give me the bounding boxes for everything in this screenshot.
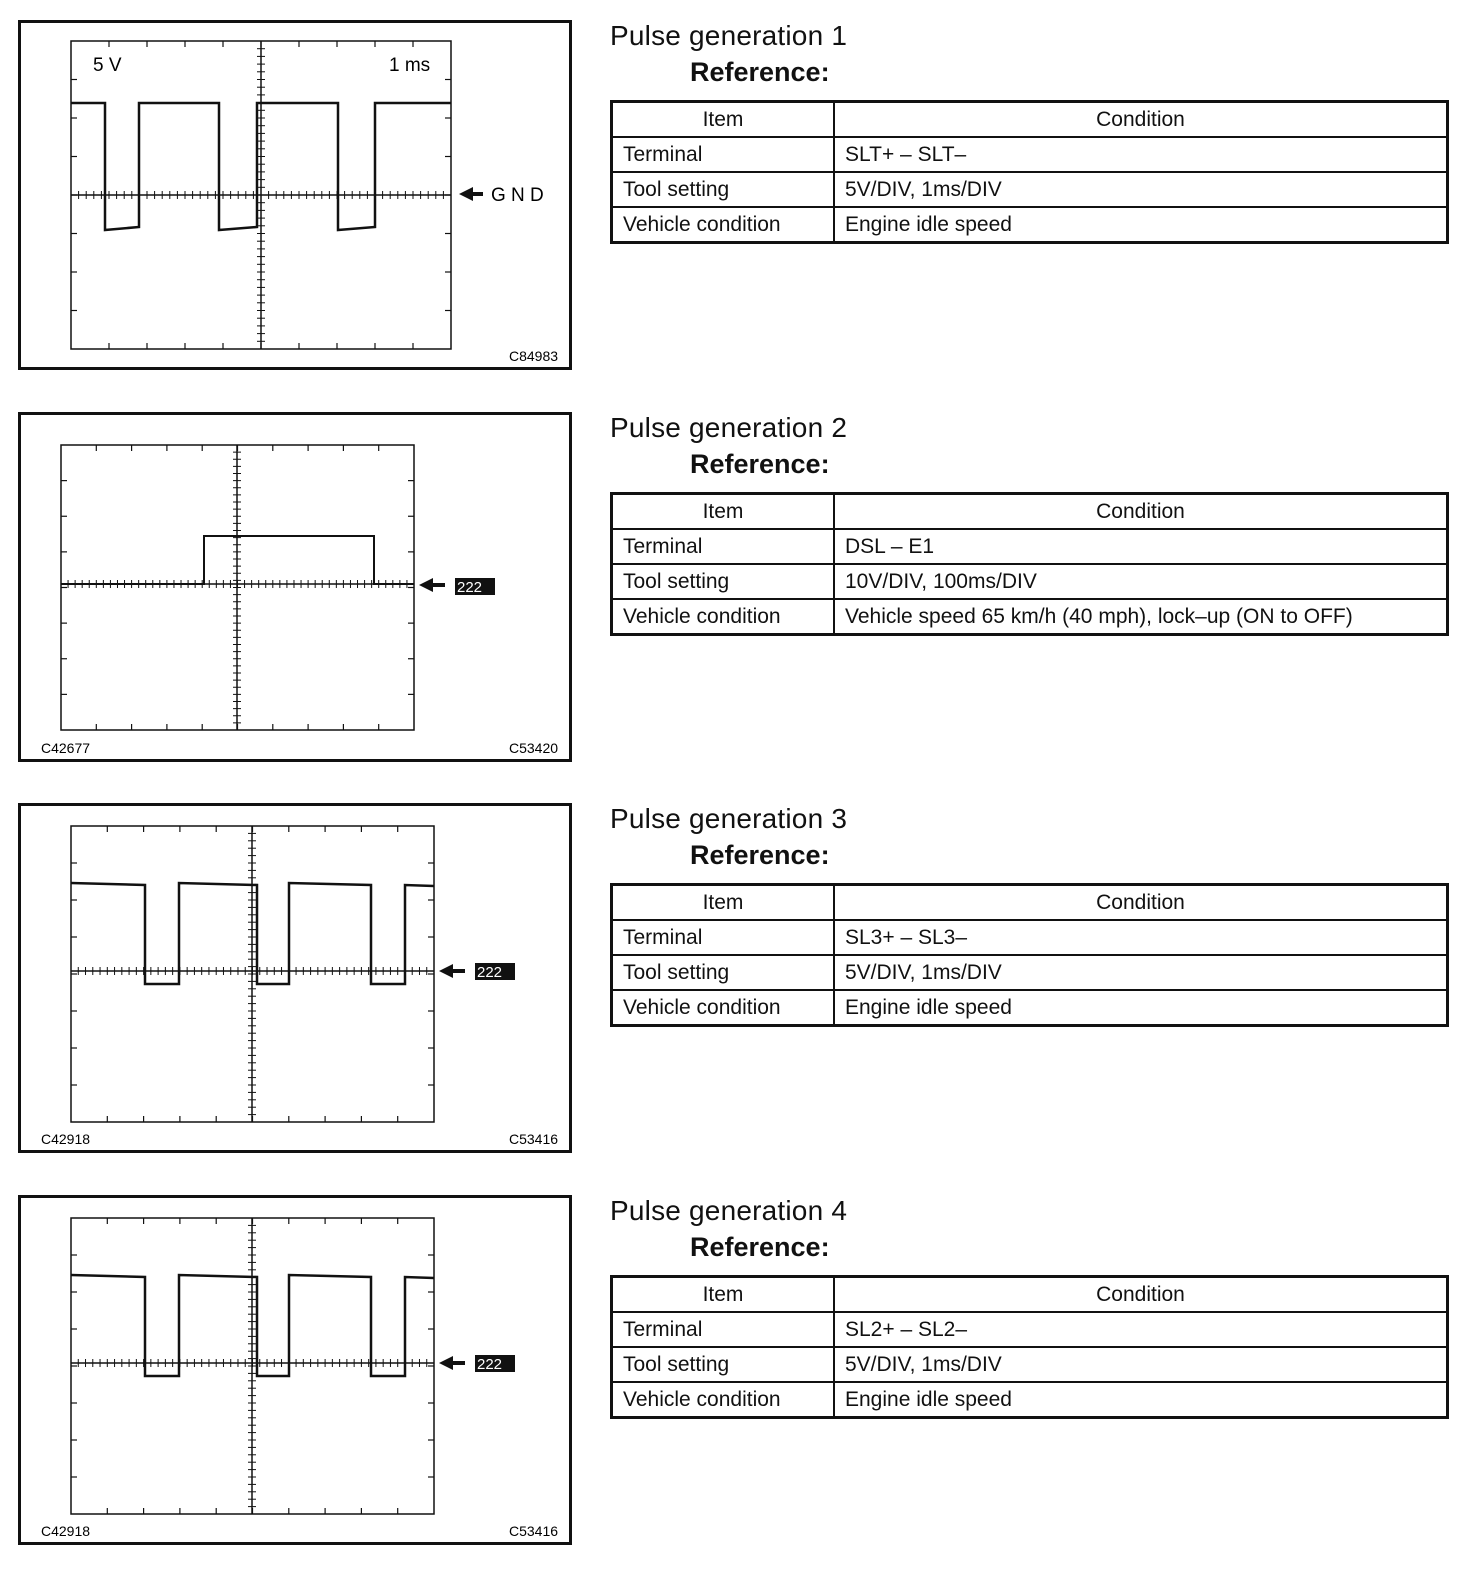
- volt-scale-label: 5 V: [93, 55, 122, 76]
- row-condition: SLT+ – SLT–: [834, 137, 1448, 172]
- oscilloscope-image-1: [18, 20, 572, 370]
- reference-label: Reference:: [690, 449, 830, 479]
- section-heading: Pulse generation 4: [610, 1195, 848, 1226]
- waveform-plot-1: [21, 23, 569, 367]
- pulse-section-1: [0, 20, 1472, 400]
- figure-code-right: C84983: [509, 348, 559, 364]
- gnd-arrow-icon: [439, 964, 465, 978]
- waveform-plot-3: [21, 806, 569, 1150]
- figure-code-left: C42918: [41, 1131, 91, 1147]
- header-item: Item: [612, 1277, 835, 1313]
- figure-code-right: C53416: [509, 1131, 559, 1147]
- row-condition: 5V/DIV, 1ms/DIV: [834, 955, 1448, 990]
- header-item: Item: [612, 494, 835, 530]
- header-item: Item: [612, 885, 835, 921]
- gnd-arrow-icon: [459, 187, 483, 201]
- table-row: [612, 137, 1448, 172]
- table-row: [612, 564, 1448, 599]
- reference-table: [610, 883, 1449, 1027]
- gnd-symbol-icon: [475, 1355, 515, 1373]
- figure-code-left: C42918: [41, 1523, 91, 1539]
- row-item: Terminal: [612, 137, 835, 172]
- table-header-row: [612, 1277, 1448, 1313]
- header-item: Item: [612, 102, 835, 138]
- reference-label: Reference:: [690, 1232, 830, 1262]
- figure-code-left: C42677: [41, 740, 91, 756]
- pulse-section-4: [0, 1195, 1472, 1575]
- header-condition: Condition: [834, 885, 1448, 921]
- gnd-symbol-icon: [455, 578, 495, 596]
- table-header-row: [612, 102, 1448, 138]
- table-row: [612, 207, 1448, 243]
- row-condition: Engine idle speed: [834, 1382, 1448, 1418]
- row-item: Terminal: [612, 529, 835, 564]
- row-condition: Engine idle speed: [834, 207, 1448, 243]
- row-item: Tool setting: [612, 955, 835, 990]
- table-header-row: [612, 885, 1448, 921]
- row-item: Vehicle condition: [612, 990, 835, 1026]
- svg-text:222: 222: [457, 579, 483, 596]
- figure-code-right: C53416: [509, 1523, 559, 1539]
- table-row: [612, 529, 1448, 564]
- header-condition: Condition: [834, 102, 1448, 138]
- row-item: Vehicle condition: [612, 207, 835, 243]
- row-condition: SL2+ – SL2–: [834, 1312, 1448, 1347]
- table-row: [612, 599, 1448, 635]
- row-condition: DSL – E1: [834, 529, 1448, 564]
- gnd-arrow-icon: [439, 1356, 465, 1370]
- svg-text:222: 222: [477, 1356, 503, 1373]
- oscilloscope-image-3: [18, 803, 572, 1153]
- row-condition: 5V/DIV, 1ms/DIV: [834, 1347, 1448, 1382]
- row-item: Terminal: [612, 1312, 835, 1347]
- gnd-symbol-icon: [475, 963, 515, 981]
- row-item: Tool setting: [612, 1347, 835, 1382]
- section-heading: Pulse generation 2: [610, 412, 848, 443]
- reference-label: Reference:: [690, 840, 830, 870]
- row-condition: SL3+ – SL3–: [834, 920, 1448, 955]
- section-heading: Pulse generation 3: [610, 803, 848, 834]
- table-row: [612, 1347, 1448, 1382]
- table-row: [612, 955, 1448, 990]
- header-condition: Condition: [834, 494, 1448, 530]
- reference-table: [610, 100, 1449, 244]
- gnd-arrow-icon: [419, 578, 445, 592]
- header-condition: Condition: [834, 1277, 1448, 1313]
- row-condition: Engine idle speed: [834, 990, 1448, 1026]
- table-row: [612, 172, 1448, 207]
- reference-table: [610, 492, 1449, 636]
- pulse-section-2: [0, 412, 1472, 792]
- figure-code-right: C53420: [509, 740, 559, 756]
- reference-table: [610, 1275, 1449, 1419]
- row-condition: 5V/DIV, 1ms/DIV: [834, 172, 1448, 207]
- row-item: Vehicle condition: [612, 1382, 835, 1418]
- table-row: [612, 990, 1448, 1026]
- table-row: [612, 920, 1448, 955]
- row-condition: Vehicle speed 65 km/h (40 mph), lock–up (ON to OFF): [834, 599, 1448, 635]
- row-item: Tool setting: [612, 564, 835, 599]
- svg-text:222: 222: [477, 964, 503, 981]
- row-condition: 10V/DIV, 100ms/DIV: [834, 564, 1448, 599]
- oscilloscope-image-2: [18, 412, 572, 762]
- section-heading: Pulse generation 1: [610, 20, 848, 51]
- row-item: Terminal: [612, 920, 835, 955]
- reference-label: Reference:: [690, 57, 830, 87]
- table-row: [612, 1382, 1448, 1418]
- gnd-label: G N D: [491, 185, 544, 206]
- table-row: [612, 1312, 1448, 1347]
- oscilloscope-image-4: [18, 1195, 572, 1545]
- pulse-section-3: [0, 803, 1472, 1183]
- waveform-plot-4: [21, 1198, 569, 1542]
- table-header-row: [612, 494, 1448, 530]
- waveform-plot-2: [21, 415, 569, 759]
- time-scale-label: 1 ms: [389, 55, 431, 76]
- row-item: Vehicle condition: [612, 599, 835, 635]
- row-item: Tool setting: [612, 172, 835, 207]
